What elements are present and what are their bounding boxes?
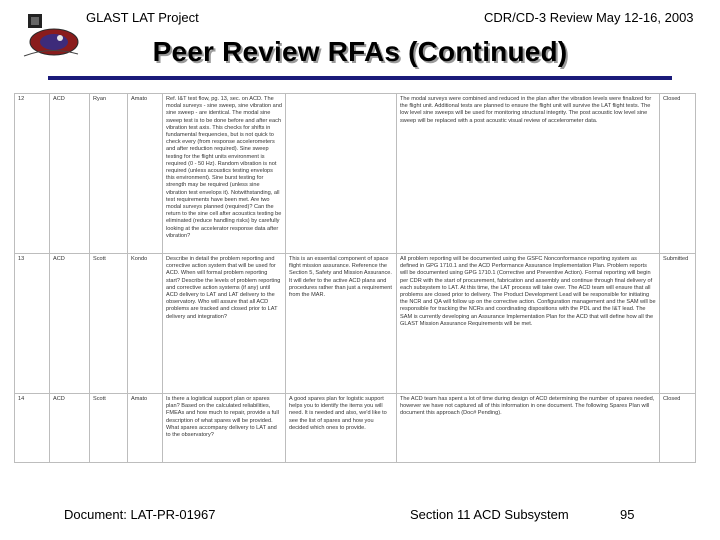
page-title: Peer Review RFAs (Continued) [152, 36, 568, 67]
rfa-disposition: The modal surveys were combined and reduced in the plan after the vibration levels were finalized for the flight unit. Additional tests are planned to ensure the flight unit will survive the LAT flight tests. The low level sine sweeps will be used for monitoring structural integrity. The post acoustic low level sine sweep will be replaced with a post acoustic visual review of accelerometer data. [397, 94, 660, 254]
rfa-response: A good spares plan for logistic support helps you to identify the items you will need. It is needed and also, we'd like to see the list of spares and how you decided which ones to provide. [286, 394, 397, 463]
rfa-response [286, 94, 397, 254]
rfa-disposition: All problem reporting will be documented using the GSFC Nonconformance reporting system as defined in GPG 1710.1 and the ACD Performance Assurance Implementation Plan. Problem reports will be documented using GPG 1710.1 (Corrective and Preventive Action). Formal reporting will begin per CDR with the start of procurement, fabrication and assembly and continue through final delivery of each subsystem to LAT. At this time, the LAT process will take over. The ACD team will ensure that all problems are closed prior to delivery. The Product Development Lead will be responsible for initiating the NCR and QA will follow up on the corrective action. Configuration management and the SAM will be responsible for tracking the NCRs and coordinating dispositions with the PDL and the I&T lead. The SAM is currently developing an Assurance Implementation Plan for the ACD that will define how all the GLAST Mission Assurance Requirements will be met. [397, 254, 660, 394]
rfa-disposition: The ACD team has spent a lot of time during design of ACD determining the number of spares needed, however we have not captured all of this information in one document. The following Spares Plan will document this approach (Doc# Pending). [397, 394, 660, 463]
document-number: Document: LAT-PR-01967 [64, 507, 216, 522]
page-number: 95 [620, 507, 635, 522]
rfa-table [14, 93, 696, 463]
rfa-status: Closed [660, 394, 696, 463]
rfa-status: Submitted [660, 254, 696, 394]
rfa-assignee: Kondo [128, 254, 163, 394]
rfa-number: 12 [15, 94, 50, 254]
review-name: CDR/CD-3 Review May 12-16, 2003 [484, 10, 694, 25]
rfa-response: This is an essential component of space flight mission assurance. Reference the Section 5, Safety and Mission Assurance. It will defer to the active ACD plans and procedures rather than just a requirement from the MAR. [286, 254, 397, 394]
rfa-assignee: Amato [128, 394, 163, 463]
rfa-originator: Scott [90, 254, 128, 394]
table-row [15, 254, 696, 394]
title-rule [48, 76, 672, 80]
rfa-subsystem: ACD [50, 254, 90, 394]
table-row [15, 394, 696, 463]
table-row [15, 94, 696, 254]
rfa-originator: Scott [90, 394, 128, 463]
rfa-originator: Ryan [90, 94, 128, 254]
rfa-description: Ref. I&T test flow, pg. 13, sec. on ACD. The modal surveys - sine sweep, sine vibration and sine sweep - are identical. The modal sine sweep test is to be done before and after each vibration test axis. This checks for shifts in fundamental frequencies, but is not quick to check every (from response accelerometers and after reduction required). Sine sweep testing for the flight units environment is required (0 - 50 Hz). Random vibration is not required (unless acoustics testing envelops this environment). Sine burst testing for strength may be required (unless sine vibration test envelops it). Notwithstanding, all test requirements have been met. Are two modal surveys planned (required)? Can the return to the sine cell after acoustics testing be eliminated (reduce handling risks) by carefully looking at the accelerator response data after vibration? [163, 94, 286, 254]
rfa-number: 14 [15, 394, 50, 463]
section-label: Section 11 ACD Subsystem [410, 507, 569, 522]
rfa-assignee: Amato [128, 94, 163, 254]
rfa-number: 13 [15, 254, 50, 394]
rfa-subsystem: ACD [50, 94, 90, 254]
rfa-description: Is there a logistical support plan or spares plan? Based on the calculated reliabilities, FMEAs and how much to repair, provide a full description of what spares will be provided. What spares accompany delivery to LAT and to the observatory? [163, 394, 286, 463]
rfa-description: Describe in detail the problem reporting and corrective action system that will be used for ACD. When will formal problem reporting start? Describe the levels of problem reporting and corrective action systems (if any) until ACD delivery to LAT and LAT delivery to the observatory. Who will assure that all ACD problems are tracked and closed prior to LAT delivery and integration? [163, 254, 286, 394]
rfa-status: Closed [660, 94, 696, 254]
rfa-subsystem: ACD [50, 394, 90, 463]
project-name: GLAST LAT Project [86, 10, 199, 25]
